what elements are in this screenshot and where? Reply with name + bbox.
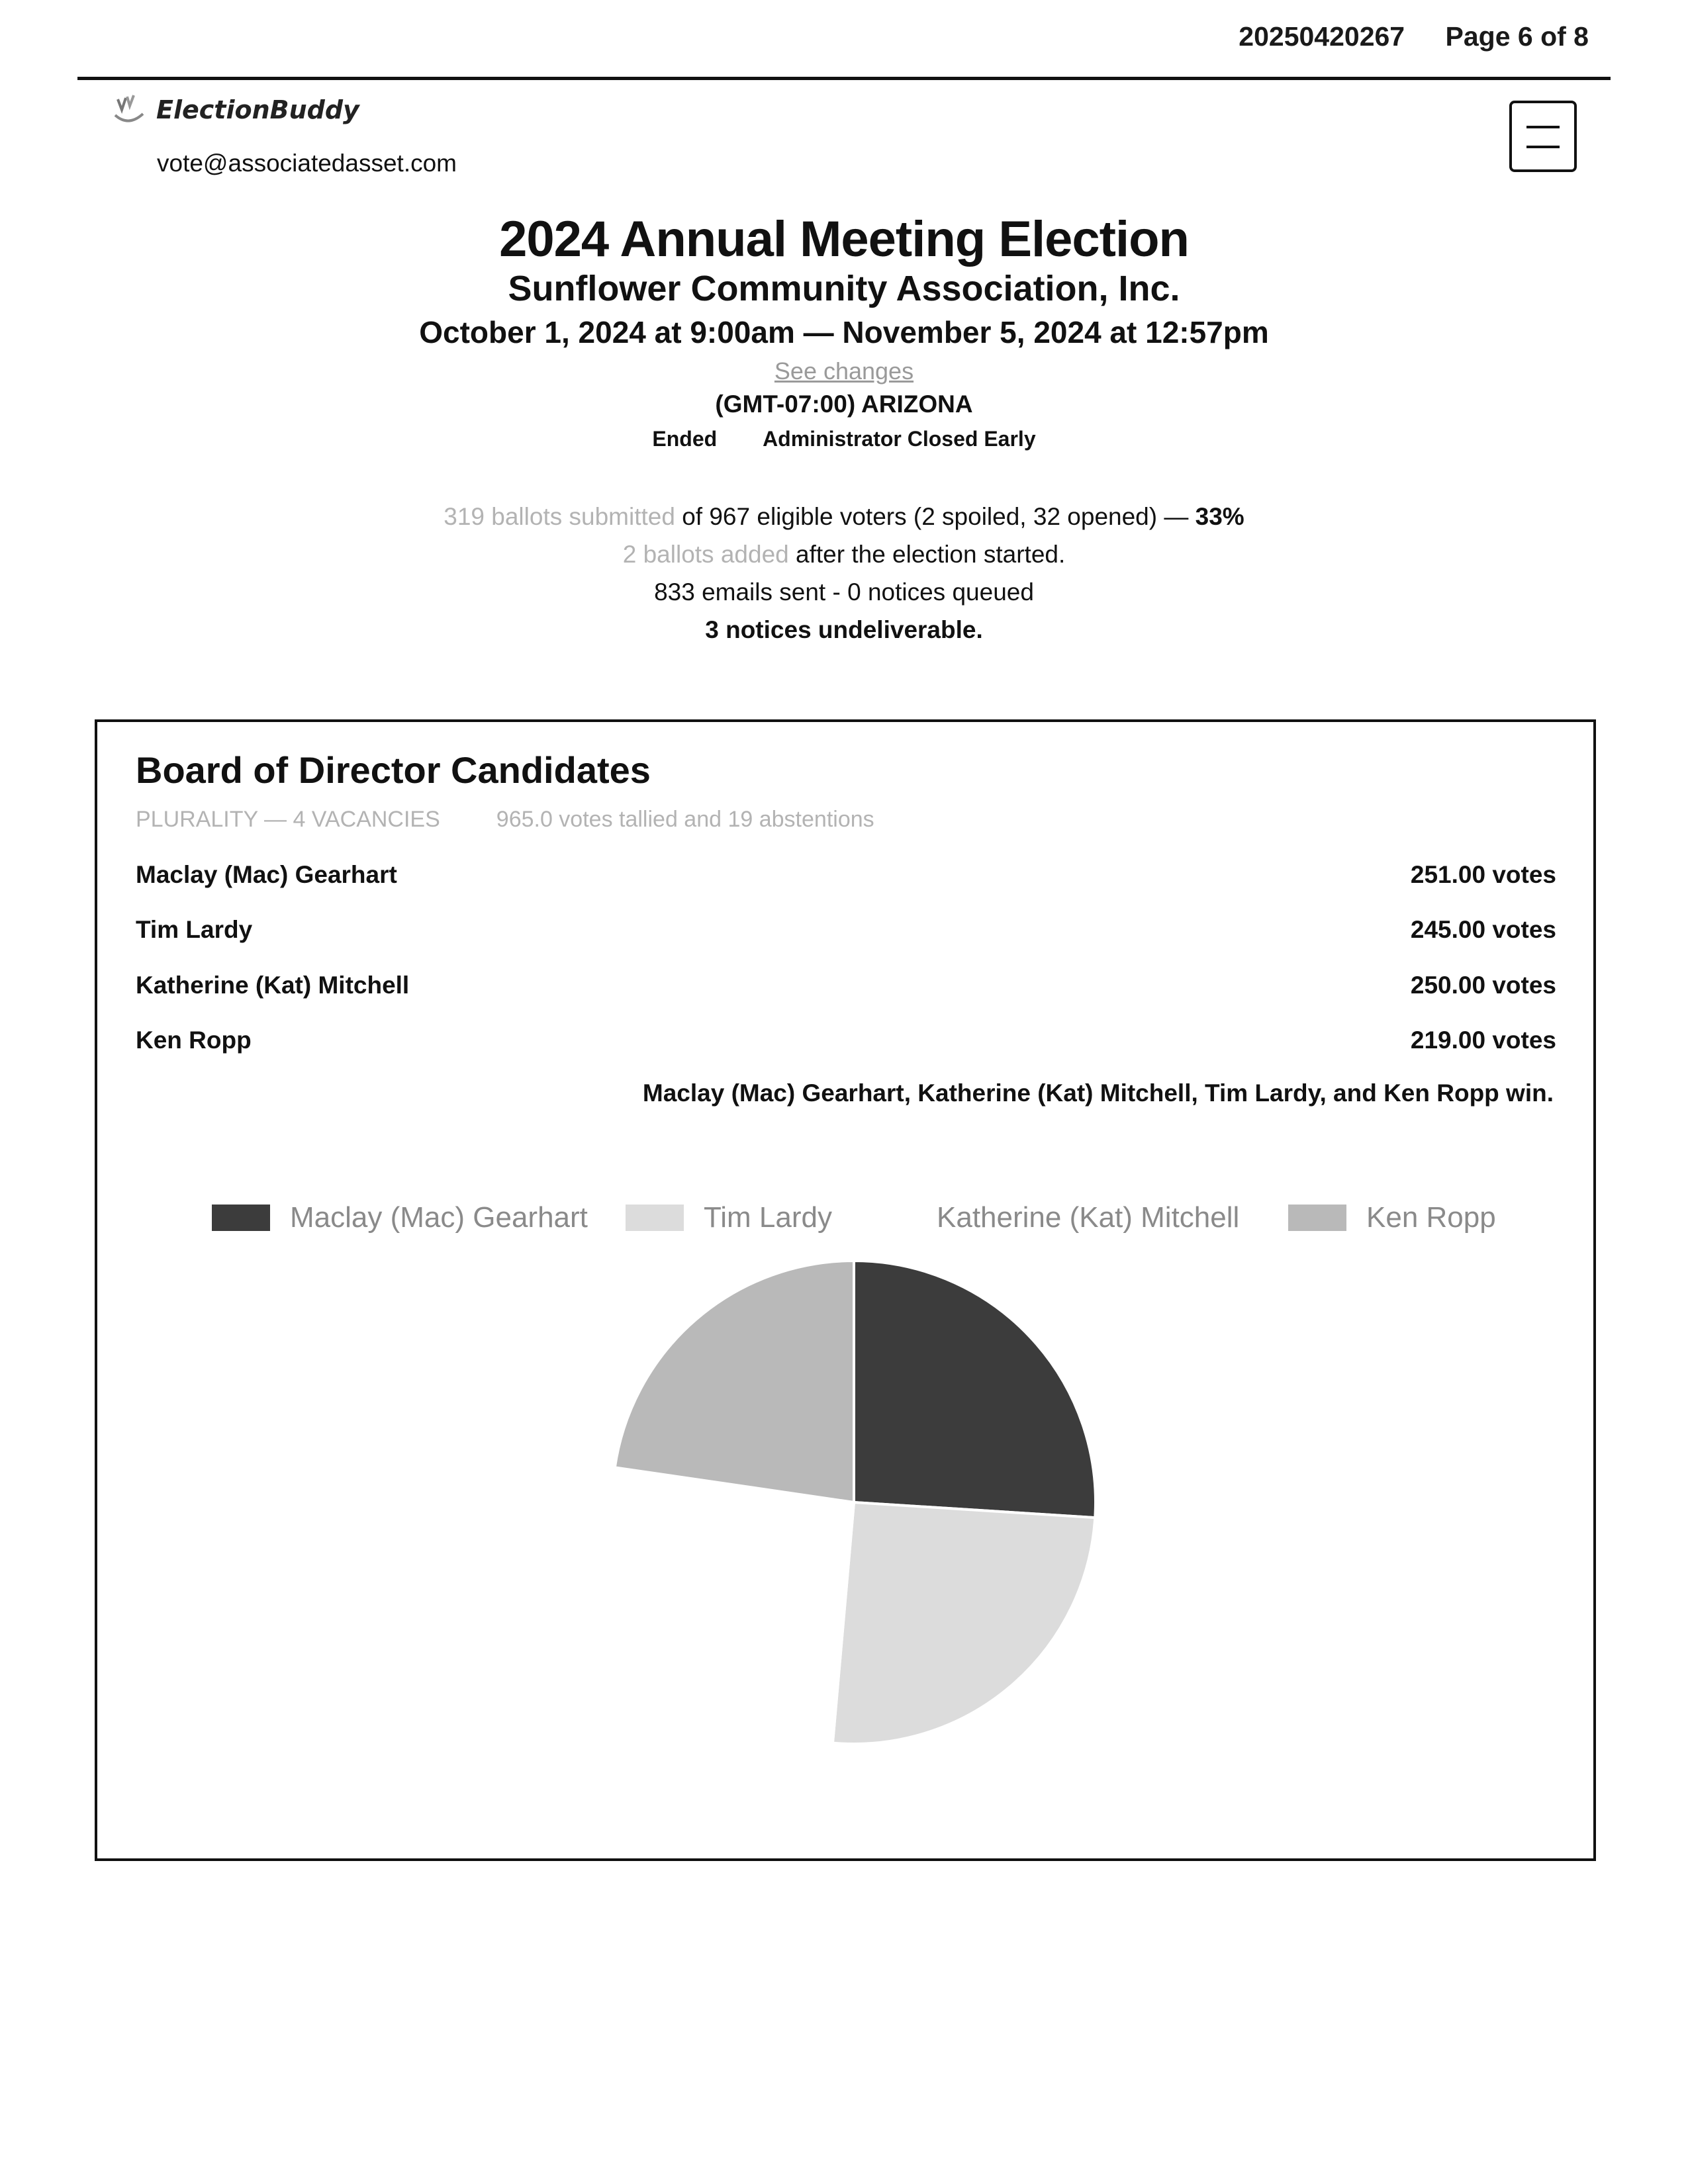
winner-announcement: Maclay (Mac) Gearhart, Katherine (Kat) Mitchell, Tim Lardy, and Ken Ropp win. [642, 1079, 1554, 1107]
legend-item-ropp[interactable] [1288, 1201, 1496, 1234]
voting-method: PLURALITY — 4 VACANCIES [136, 807, 440, 832]
legend-swatch [626, 1205, 684, 1231]
status-badge: Ended [652, 427, 718, 451]
header-rule [77, 77, 1611, 80]
legend-item-gearhart[interactable] [212, 1201, 588, 1234]
email-stats: 833 emails sent - 0 notices queued [654, 578, 1034, 606]
ballots-submitted-link[interactable]: 319 ballots submitted [444, 503, 675, 530]
pie-slice-1[interactable] [833, 1502, 1095, 1744]
ballots-added-suffix: after the election started. [788, 541, 1066, 568]
pie-slice-3[interactable] [615, 1261, 854, 1502]
candidate-votes: 219.00 votes [1410, 1026, 1556, 1054]
candidate-name: Ken Ropp [136, 1026, 252, 1054]
legend-label: Maclay (Mac) Gearhart [290, 1201, 588, 1234]
legend-label: Katherine (Kat) Mitchell [937, 1201, 1240, 1234]
candidate-name: Tim Lardy [136, 916, 253, 943]
election-title: 2024 Annual Meeting Election [499, 211, 1189, 267]
chart-legend [0, 1201, 1688, 1241]
election-dates: October 1, 2024 at 9:00am — November 5, 2024 at 12:57pm [419, 315, 1269, 349]
legend-item-mitchell[interactable] [859, 1201, 1239, 1234]
document-number: 20250420267 [1239, 21, 1405, 52]
candidate-votes: 250.00 votes [1410, 972, 1556, 999]
election-status [0, 427, 1688, 451]
eligible-voters-text: of 967 eligible voters (2 spoiled, 32 opened) — [675, 503, 1196, 530]
legend-label: Ken Ropp [1366, 1201, 1496, 1234]
candidate-name: Maclay (Mac) Gearhart [136, 861, 397, 888]
status-detail: Administrator Closed Early [763, 427, 1036, 451]
electionbuddy-logo-icon [110, 90, 150, 130]
brand-logo[interactable] [110, 90, 359, 130]
legend-swatch [1288, 1205, 1346, 1231]
question-title: Board of Director Candidates [136, 749, 651, 791]
candidate-row [136, 1026, 1556, 1054]
menu-button[interactable] [1509, 101, 1577, 172]
page-stamp [1205, 21, 1589, 52]
hamburger-menu-icon-bar [1526, 146, 1560, 148]
legend-swatch [859, 1205, 917, 1231]
tally-summary: 965.0 votes tallied and 19 abstentions [496, 807, 874, 832]
candidate-name: Katherine (Kat) Mitchell [136, 972, 410, 999]
organization-name: Sunflower Community Association, Inc. [508, 269, 1180, 308]
candidate-row [136, 916, 1556, 944]
contact-email: vote@associatedasset.com [157, 150, 457, 177]
votes-pie-chart [609, 1257, 1099, 1747]
pie-slice-2[interactable] [612, 1467, 854, 1743]
see-changes-link[interactable]: See changes [774, 357, 914, 385]
hamburger-menu-icon [1526, 126, 1560, 128]
candidate-votes: 245.00 votes [1410, 916, 1556, 943]
legend-label: Tim Lardy [704, 1201, 832, 1234]
turnout-percent: 33% [1195, 503, 1244, 530]
candidate-row [136, 861, 1556, 889]
pie-slice-0[interactable] [854, 1261, 1096, 1518]
question-subtitle [136, 807, 931, 833]
timezone: (GMT-07:00) ARIZONA [715, 390, 973, 418]
page-number: Page 6 of 8 [1445, 21, 1589, 52]
ballots-added-stats [0, 541, 1688, 569]
candidate-row [136, 972, 1556, 999]
brand-name: ElectionBuddy [156, 95, 359, 124]
ballot-stats [0, 503, 1688, 531]
undeliverable-notices: 3 notices undeliverable. [705, 616, 983, 643]
legend-item-lardy[interactable] [626, 1201, 832, 1234]
legend-swatch [212, 1205, 270, 1231]
ballots-added-link[interactable]: 2 ballots added [622, 541, 789, 568]
candidate-votes: 251.00 votes [1410, 861, 1556, 888]
